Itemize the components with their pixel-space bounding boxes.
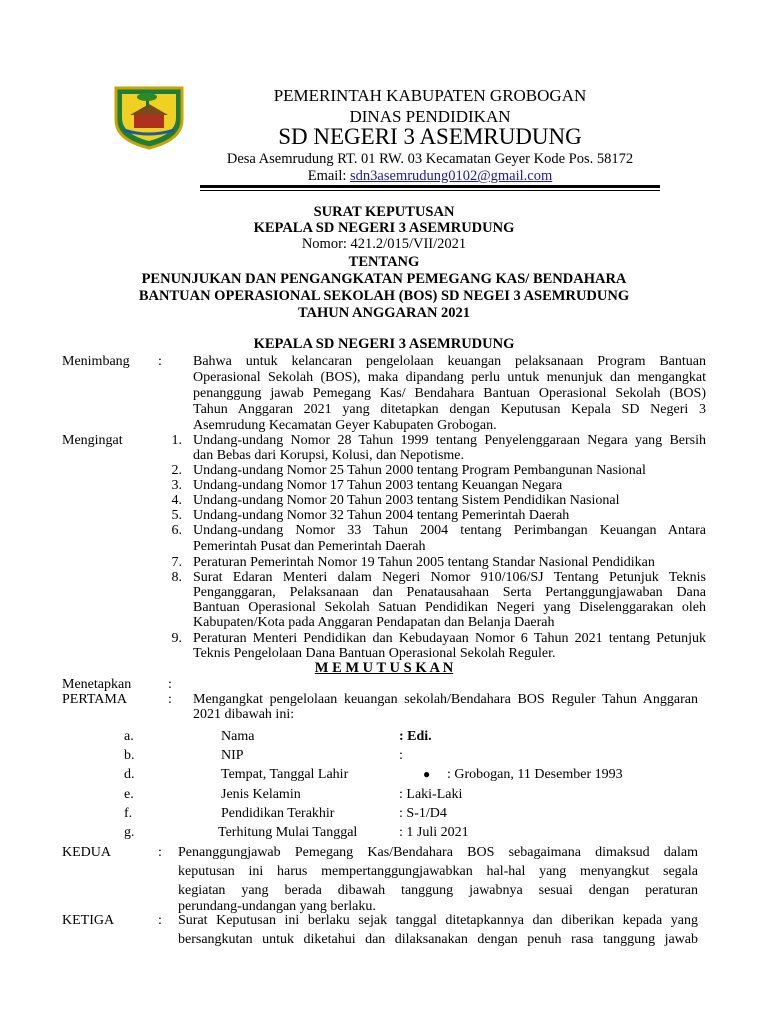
mengingat-item-line: Peraturan Pemerintah Nomor 19 Tahun 2005 tentang Standar Nasional Pendidikan: [193, 555, 655, 570]
letterhead-address: Desa Asemrudung RT. 01 RW. 03 Kecamatan Geyer Kode Pos. 58172: [226, 151, 634, 167]
kedua-colon: :: [158, 845, 162, 860]
mengingat-item-line: Pemerintah Pusat dan Pemerintah Daerah: [193, 539, 426, 554]
mengingat-item-line: Undang-undang Nomor 28 Tahun 1999 tentang Penyelenggaraan Negara yang Bersih: [193, 433, 706, 448]
mengingat-item-line: dan Bebas dari Korupsi, Kolusi, dan Nepotisme.: [193, 448, 465, 463]
doc-issuer: KEPALA SD NEGERI 3 ASEMRUDUNG: [253, 220, 515, 236]
identity-field: Tempat, Tanggal Lahir: [221, 767, 349, 782]
bullet-icon: ●: [423, 767, 431, 781]
decree-head: KEPALA SD NEGERI 3 ASEMRUDUNG: [253, 336, 515, 352]
identity-letter: b.: [124, 748, 135, 763]
pertama-line: Mengangkat pengelolaan keuangan sekolah/Bendahara BOS Reguler Tahun Anggaran: [193, 692, 698, 707]
menimbang-line: penanggung jawab Pemegang Kas/ Bendahara Bantuan Operasional Sekolah (BOS): [193, 386, 706, 401]
menimbang-colon: :: [158, 354, 162, 369]
identity-letter: e.: [124, 787, 134, 802]
kedua-label: KEDUA: [62, 845, 111, 860]
mengingat-item-line: Peraturan Menteri Pendidikan dan Kebudayaan Nomor 6 Tahun 2021 tentang Petunjuk: [193, 631, 706, 646]
kedua-line: perundang-undangan yang berlaku.: [178, 899, 376, 914]
doc-tentang: TENTANG: [348, 254, 420, 270]
identity-value: : Laki-Laki: [399, 787, 463, 802]
mengingat-num: 6.: [171, 523, 182, 538]
header-rule-thin: [200, 190, 660, 191]
pertama-colon: :: [168, 692, 172, 707]
identity-field: NIP: [221, 748, 244, 763]
mengingat-num: 7.: [171, 555, 182, 570]
menimbang-label: Menimbang: [62, 354, 130, 369]
email-link[interactable]: sdn3asemrudung0102@gmail.com: [350, 168, 553, 184]
identity-letter: d.: [124, 767, 135, 782]
identity-value: : 1 Juli 2021: [399, 825, 469, 840]
mengingat-num: 2.: [171, 463, 182, 478]
menimbang-line: Asemrudung Kecamatan Geyer Kabupaten Grobogan.: [193, 418, 497, 433]
kedua-line: Penanggungjawab Pemegang Kas/Bendahara BOS sebagaimana dimaksud dalam: [178, 845, 698, 860]
menimbang-line: Operasional Sekolah (BOS), maka dipandang perlu untuk menunjuk dan mengangkat: [193, 370, 706, 385]
menetapkan-label: Menetapkan: [62, 677, 132, 692]
letterhead-school: SD NEGERI 3 ASEMRUDUNG: [278, 124, 582, 149]
pertama-line: 2021 dibawah ini:: [193, 707, 295, 722]
mengingat-item-line: Penganggaran, Pelaksanaan dan Penatausahaan Serta Pertanggungjawaban Dana: [193, 585, 706, 600]
regency-logo: [110, 84, 188, 150]
ketiga-line: Surat Keputusan ini berlaku sejak tanggal ditetapkannya dan diberikan kepada yang: [178, 913, 698, 928]
doc-type: SURAT KEPUTUSAN: [313, 204, 455, 220]
doc-subject-3: TAHUN ANGGARAN 2021: [297, 305, 471, 321]
mengingat-item-line: Undang-undang Nomor 20 Tahun 2003 tentang Sistem Pendidikan Nasional: [193, 493, 620, 508]
mengingat-item-line: Surat Edaran Menteri dalam Negeri Nomor 910/106/SJ Tentang Petunjuk Teknis: [193, 570, 706, 585]
mengingat-item-line: Undang-undang Nomor 32 Tahun 2004 tentang Pemerintah Daerah: [193, 508, 570, 523]
identity-letter: a.: [124, 729, 134, 744]
mengingat-num: 5.: [171, 508, 182, 523]
identity-letter: f.: [124, 806, 133, 821]
mengingat-item-line: Undang-undang Nomor 33 Tahun 2004 tentang Perimbangan Keuangan Antara: [193, 523, 706, 538]
mengingat-num: 1.: [171, 433, 182, 448]
mengingat-label: Mengingat: [62, 433, 123, 448]
mengingat-item-line: Kabupaten/Kota pada Anggaran Pendapatan dan Belanja Daerah: [193, 615, 555, 630]
mengingat-num: 4.: [171, 493, 182, 508]
identity-value: : Edi.: [399, 729, 432, 744]
kedua-line: keputusan ini harus mempertanggungjawabkan hal-hal yang menyangkut segala: [178, 864, 698, 879]
mengingat-num: 9.: [171, 631, 182, 646]
identity-value: : S-1/D4: [399, 806, 447, 821]
letterhead-government: PEMERINTAH KABUPATEN GROBOGAN: [273, 86, 587, 105]
ketiga-line: bersangkutan untuk diketahui dan dilaksanakan dengan penuh rasa tanggung jawab: [178, 932, 698, 947]
mengingat-item-line: Undang-undang Nomor 25 Tahun 2000 tentang Program Pembangunan Nasional: [193, 463, 646, 478]
memutuskan-heading: M E M U T U S K A N: [314, 660, 454, 676]
identity-letter: g.: [124, 825, 135, 840]
menimbang-line: Tahun Anggaran 2021 yang ditetapkan dengan Keputusan Kepala SD Negeri 3: [193, 402, 706, 417]
identity-value: :: [399, 748, 403, 763]
letterhead-department: DINAS PENDIDIKAN: [349, 107, 511, 126]
ketiga-colon: :: [158, 913, 162, 928]
pertama-label: PERTAMA: [62, 692, 127, 707]
identity-field: Nama: [221, 729, 255, 744]
header-rule-thick: [200, 185, 660, 188]
email-label: Email:: [307, 168, 351, 184]
identity-field: Terhitung Mulai Tanggal: [218, 825, 358, 840]
mengingat-item-line: Undang-undang Nomor 17 Tahun 2003 tentang Keuangan Negara: [193, 478, 563, 493]
identity-field: Jenis Kelamin: [221, 787, 301, 802]
doc-subject-2: BANTUAN OPERASIONAL SEKOLAH (BOS) SD NEGEI 3 ASEMRUDUNG: [138, 288, 630, 304]
identity-value: : Grobogan, 11 Desember 1993: [447, 767, 623, 782]
menetapkan-colon: :: [168, 677, 172, 692]
menimbang-line: Bahwa untuk kelancaran pengelolaan keuangan pelaksanaan Program Bantuan: [193, 354, 706, 369]
letterhead-email: [200, 168, 660, 185]
mengingat-item-line: Teknis Pengelolaan Dana Bantuan Operasional Sekolah Reguler.: [193, 646, 556, 661]
mengingat-num: 8.: [171, 570, 182, 585]
doc-subject-1: PENUNJUKAN DAN PENGANGKATAN PEMEGANG KAS/ BENDAHARA: [141, 271, 627, 287]
doc-number: Nomor: 421.2/015/VII/2021: [301, 236, 467, 252]
mengingat-item-line: Bantuan Operasional Sekolah Satuan Pendidikan Negeri yang Diselenggarakan oleh: [193, 600, 706, 615]
identity-field: Pendidikan Terakhir: [221, 806, 335, 821]
ketiga-label: KETIGA: [62, 913, 115, 928]
mengingat-num: 3.: [171, 478, 182, 493]
kedua-line: kegiatan yang berada dibawah tanggung jawabnya sesuai dengan peraturan: [178, 883, 698, 898]
